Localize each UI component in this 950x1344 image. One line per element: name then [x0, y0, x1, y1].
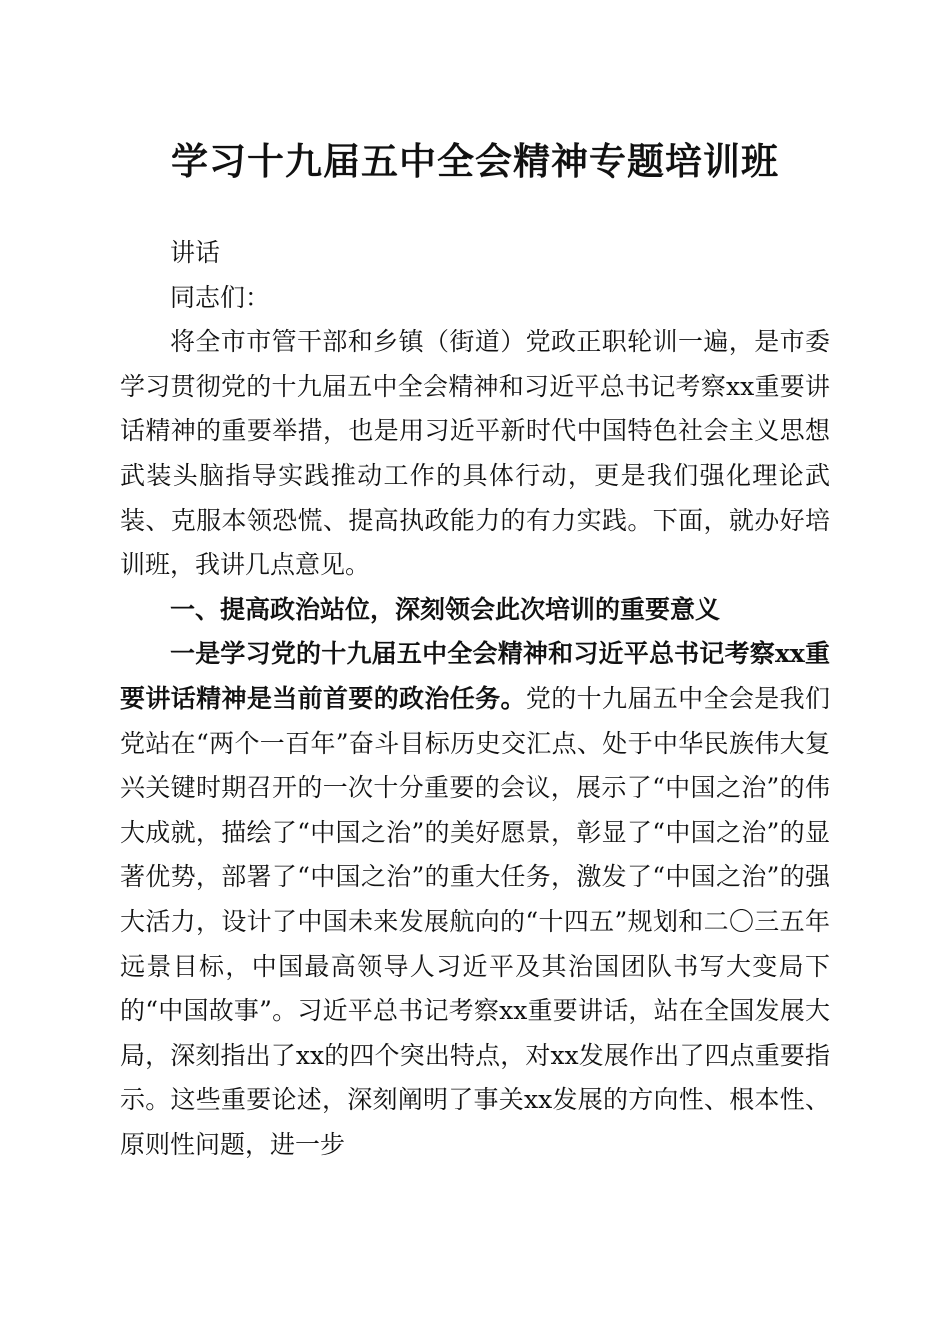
document-title: 学习十九届五中全会精神专题培训班	[171, 139, 779, 183]
document-subtitle: 讲话	[170, 238, 221, 267]
paragraph-1-body: 党的十九届五中全会是我们党站在“两个一百年”奋斗目标历史交汇点、处于中华民族伟大复兴关键时期召开的一次十分重要的会议，展示了“中国之治”的伟大成就，描绘了“中国之治”的美好愿景，彰显了“中国之治”的显著优势，部署了“中国之治”的重大任务，激发了“中国之治”的强大活力，设计了中国未来发展航向的“十四五”规划和二〇三五年远景目标，中国最高领导人习近平及其治国团队书写大变局下的“中国故事”。习近平总书记考察xx重要讲话，站在全国发展大局，深刻指出了xx的四个突出特点，对xx发展作出了四点重要指示。这些重要论述，深刻阐明了事关xx发展的方向性、根本性、原则性问题，进一步	[120, 683, 830, 1159]
paragraph-1	[120, 632, 830, 1167]
document-body	[120, 231, 830, 1167]
intro-paragraph: 将全市市管干部和乡镇（街道）党政正职轮训一遍，是市委学习贯彻党的十九届五中全会精神和习近平总书记考察xx重要讲话精神的重要举措，也是用习近平新时代中国特色社会主义思想武装头脑指导实践推动工作的具体行动，更是我们强化理论武装、克服本领恐慌、提高执政能力的有力实践。下面，就办好培训班，我讲几点意见。	[120, 327, 830, 580]
section-heading-1: 一、提高政治站位，深刻领会此次培训的重要意义	[170, 594, 721, 624]
paragraph-1-lead: 一是学习党的十九届五中全会精神和习近平总书记考察xx重要讲话精神是当前首要的政治任务。	[120, 639, 830, 713]
salutation: 同志们：	[170, 282, 271, 312]
